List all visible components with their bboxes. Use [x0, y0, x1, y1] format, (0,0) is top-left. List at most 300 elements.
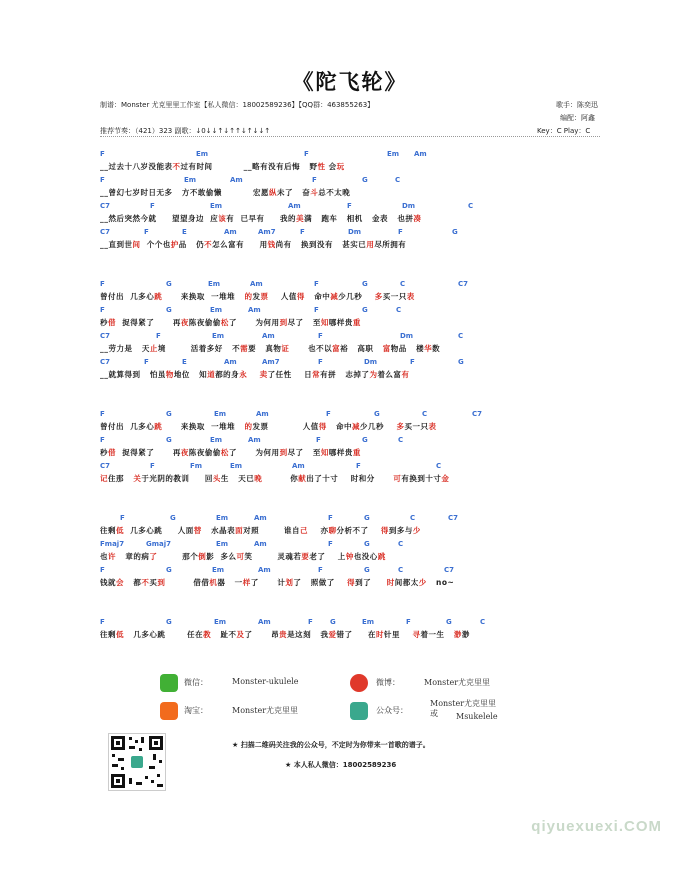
- chord-symbol: Em: [210, 306, 223, 314]
- chord-line: [100, 176, 620, 187]
- official-account-or: 或: [430, 709, 438, 718]
- chord-symbol: Am: [224, 358, 237, 366]
- chord-symbol: Em: [362, 618, 375, 626]
- chord-symbol: F: [326, 410, 331, 418]
- lyric-text: 影 多么: [206, 552, 237, 561]
- lyric-highlight: 己: [300, 526, 309, 535]
- chord-symbol: Em: [210, 436, 223, 444]
- chord-symbol: Fmaj7: [100, 540, 125, 548]
- lyric-highlight: 许: [108, 552, 116, 561]
- lyric-highlight: 渺: [453, 630, 462, 639]
- lyric-text: 总不太晚: [318, 188, 351, 197]
- lyric-text: __然后突然今就 望望身边 应: [100, 214, 219, 223]
- lyric-line: [100, 317, 620, 332]
- lyric-text: 那个: [157, 552, 199, 561]
- arranger-info: 编配：阿鑫: [560, 114, 595, 122]
- lyric-highlight: 道: [207, 370, 216, 379]
- chord-symbol: G: [362, 280, 368, 288]
- lyric-highlight: 多: [374, 292, 383, 301]
- chord-symbol: F: [100, 280, 105, 288]
- lyric-text: 有拼 志掉了: [320, 370, 370, 379]
- lyric-text: 错了 在: [336, 630, 377, 639]
- lyric-highlight: 票: [260, 292, 269, 301]
- official-account-id-1: Monster尤克里里: [430, 699, 497, 708]
- qr-code: [108, 733, 166, 791]
- chord-symbol: G: [166, 436, 172, 444]
- chord-symbol: G: [374, 410, 380, 418]
- wechat-id: Monster-ukulele: [232, 677, 299, 686]
- chord-symbol: C7: [448, 514, 459, 522]
- lyric-text: 过有时间 __: [180, 162, 253, 171]
- lyric-line: [100, 291, 620, 306]
- lyric-text: 曾付出 几多心: [100, 422, 155, 431]
- chord-symbol: C: [480, 618, 486, 626]
- chord-symbol: Gmaj7: [146, 540, 172, 548]
- lyric-text: 分析不了: [336, 526, 381, 535]
- verse-gap: [100, 488, 620, 514]
- chord-symbol: F: [120, 514, 125, 522]
- lyric-highlight: 得: [296, 292, 305, 301]
- chord-symbol: Am: [288, 202, 301, 210]
- lyric-line: [100, 473, 620, 488]
- taobao-icon: [160, 702, 178, 720]
- lyric-text: 地位 知: [173, 370, 208, 379]
- lyric-highlight: 钟: [345, 552, 354, 561]
- lyric-line: [100, 187, 620, 202]
- chord-symbol: Am: [250, 280, 263, 288]
- lyric-highlight: 了: [149, 552, 158, 561]
- lyric-text: 要 真物: [248, 344, 282, 353]
- chord-symbol: C: [422, 410, 428, 418]
- chord-symbol: F: [100, 410, 105, 418]
- lyric-line: [100, 369, 620, 384]
- lyric-highlight: 教: [203, 630, 212, 639]
- lyric-highlight: 到: [279, 318, 288, 327]
- lyric-text: 于光阴的教训 回: [141, 474, 213, 483]
- lyric-highlight: 得: [380, 526, 389, 535]
- chord-symbol: F: [318, 566, 323, 574]
- lyric-highlight: 借: [108, 318, 116, 327]
- lyric-text: 品 仍: [178, 240, 205, 249]
- chord-symbol: Em: [208, 280, 221, 288]
- lyric-highlight: 献: [298, 474, 307, 483]
- chord-symbol: G: [166, 306, 172, 314]
- lyric-text: 也: [100, 552, 108, 561]
- chord-symbol: C: [398, 540, 404, 548]
- lyric-highlight: 借: [108, 448, 116, 457]
- lyric-highlight: 表: [406, 292, 415, 301]
- chord-symbol: Dm: [348, 228, 362, 236]
- lyric-text: __曾幻七岁时日无多 方不敢偷懒 宏愿: [100, 188, 269, 197]
- lyric-text: 个个也: [140, 240, 171, 249]
- lyric-highlight: 减: [352, 422, 361, 431]
- chord-symbol: F: [318, 332, 323, 340]
- lyric-text: 了 昂: [244, 630, 280, 639]
- chord-symbol: E: [182, 228, 187, 236]
- lyric-text: 尽了 至: [287, 318, 321, 327]
- lyric-highlight: 低: [116, 630, 124, 639]
- chord-symbol: C7: [472, 410, 483, 418]
- lyric-text: 略有没有后悔 野: [252, 162, 318, 171]
- lyric-highlight: 记: [100, 474, 108, 483]
- chord-symbol: Am: [230, 176, 243, 184]
- verse-gap: [100, 254, 620, 280]
- lyric-text: 针里: [384, 630, 413, 639]
- lyric-highlight: 跳: [154, 422, 163, 431]
- chord-symbol: C: [436, 462, 442, 470]
- lyric-text: 陈夜偷偷: [188, 448, 221, 457]
- song-title: 《陀飞轮》: [292, 69, 408, 94]
- lyric-highlight: 松: [220, 448, 229, 457]
- lyric-text: 陈夜偷偷: [188, 318, 221, 327]
- chord-symbol: Am: [248, 436, 261, 444]
- lyric-text: 住那: [108, 474, 134, 483]
- producer-info: 制谱：Monster 尤克里里工作室【私人微信：18002589236】【QQ群：463855263】: [100, 101, 375, 109]
- chord-symbol: Dm: [400, 332, 414, 340]
- lyric-text: 人值: [268, 292, 297, 301]
- chord-symbol: Am: [414, 150, 427, 158]
- chord-symbol: F: [156, 332, 161, 340]
- chord-symbol: Em: [184, 176, 197, 184]
- chord-symbol: C: [400, 280, 406, 288]
- lyric-highlight: 富: [332, 344, 341, 353]
- lyric-highlight: 重: [352, 448, 361, 457]
- lyric-highlight: 可: [393, 474, 402, 483]
- chord-symbol: F: [144, 228, 149, 236]
- lyric-text: 有 已早有 我的: [226, 214, 297, 223]
- official-account-label: 公众号：: [376, 706, 408, 715]
- lyric-highlight: 有: [401, 370, 410, 379]
- lyric-highlight: 物: [165, 370, 174, 379]
- lyric-highlight: 不: [172, 162, 181, 171]
- taobao-label: 淘宝：: [184, 706, 208, 715]
- lyric-text: 发: [252, 292, 261, 301]
- lyric-line: [100, 343, 620, 358]
- lyric-text: 章的病: [116, 552, 150, 561]
- chord-line: [100, 280, 620, 291]
- chord-symbol: C7: [100, 332, 111, 340]
- chord-symbol: G: [364, 514, 370, 522]
- lyric-text: 生 天已: [220, 474, 255, 483]
- lyric-text: 未了 奋: [276, 188, 311, 197]
- lyric-highlight: 为: [369, 370, 378, 379]
- chord-symbol: F: [314, 280, 319, 288]
- wechat-note: ★ 本人私人微信：18002589236: [285, 761, 397, 769]
- lyric-highlight: 机: [209, 578, 218, 587]
- chord-symbol: F: [100, 618, 105, 626]
- lyric-highlight: 会: [116, 578, 124, 587]
- lyric-highlight: 贵: [279, 630, 288, 639]
- lyric-highlight: 寻: [412, 630, 421, 639]
- chord-symbol: F: [356, 462, 361, 470]
- chord-symbol: G: [364, 540, 370, 548]
- chord-sheet: [100, 150, 620, 644]
- chord-symbol: Em: [210, 202, 223, 210]
- chord-symbol: C: [398, 436, 404, 444]
- chord-line: [100, 462, 620, 473]
- singer-info: 歌手：陈奕迅: [556, 101, 598, 109]
- lyric-text: 也不以: [289, 344, 333, 353]
- rhythm-info: 推荐节奏：（421）323 副歌：↓0↓↓↑↓↑↑↓↑↓↓↑: [100, 127, 271, 135]
- lyric-text: 发票 人值: [252, 422, 319, 431]
- chord-symbol: G: [330, 618, 336, 626]
- lyric-text: 到了: [355, 578, 387, 587]
- lyric-highlight: 关: [133, 474, 142, 483]
- lyric-highlight: 玩: [336, 162, 345, 171]
- chord-symbol: F: [316, 436, 321, 444]
- chord-symbol: C7: [444, 566, 455, 574]
- chord-symbol: F: [100, 306, 105, 314]
- chord-symbol: F: [308, 618, 313, 626]
- lyric-highlight: 不: [204, 240, 213, 249]
- lyric-highlight: 及: [236, 630, 245, 639]
- lyric-text: 命中: [326, 422, 353, 431]
- lyric-highlight: 要: [301, 552, 310, 561]
- chord-line: [100, 514, 620, 525]
- chord-symbol: F: [100, 566, 105, 574]
- lyric-text: 都的身: [215, 370, 240, 379]
- chord-symbol: G: [452, 228, 458, 236]
- lyric-line: [100, 421, 620, 436]
- chord-symbol: F: [406, 618, 411, 626]
- lyric-highlight: 重: [352, 318, 361, 327]
- chord-symbol: C: [458, 332, 464, 340]
- chord-symbol: F: [100, 150, 105, 158]
- lyric-text: 几多心跳 人面: [124, 526, 194, 535]
- lyric-text: 你: [262, 474, 299, 483]
- chord-symbol: Dm: [364, 358, 378, 366]
- lyric-text: 捉得紧了 再: [116, 318, 181, 327]
- chord-line: [100, 202, 620, 213]
- chord-symbol: Am7: [258, 228, 276, 236]
- chord-symbol: Dm: [402, 202, 416, 210]
- chord-symbol: C: [398, 566, 404, 574]
- lyric-highlight: 纵: [268, 188, 277, 197]
- lyric-text: 物品 楼: [390, 344, 425, 353]
- chord-symbol: Am: [258, 566, 271, 574]
- chord-symbol: G: [170, 514, 176, 522]
- chord-line: [100, 228, 620, 239]
- chord-symbol: Em: [216, 514, 229, 522]
- chord-symbol: Em: [212, 332, 225, 340]
- lyric-text: 数: [432, 344, 441, 353]
- lyric-highlight: 倒: [198, 552, 207, 561]
- chord-line: [100, 332, 620, 343]
- lyric-text: no~: [426, 578, 455, 587]
- lyric-highlight: 的: [244, 422, 253, 431]
- lyric-text: 尚有 换到没有 甚实已: [275, 240, 367, 249]
- site-watermark: qiyuexuexi.COM: [531, 818, 662, 835]
- lyric-text: 尽所拥有: [374, 240, 407, 249]
- lyric-text: 有换到十寸: [401, 474, 442, 483]
- weibo-label: 微博：: [376, 678, 400, 687]
- lyric-text: 了 为何用: [228, 448, 280, 457]
- lyric-highlight: 低: [116, 526, 124, 535]
- chord-line: [100, 618, 620, 629]
- lyric-text: 买一只: [382, 292, 407, 301]
- lyric-text: 到多与: [388, 526, 413, 535]
- lyric-text: 也没心: [353, 552, 378, 561]
- lyric-text: 笑 灵魂若: [244, 552, 302, 561]
- lyric-highlight: 永: [239, 370, 248, 379]
- chord-symbol: G: [362, 176, 368, 184]
- lyric-line: [100, 629, 620, 644]
- lyric-highlight: 得: [318, 422, 327, 431]
- lyric-text: 是这刻 我: [287, 630, 329, 639]
- official-account-id-2: Msukelele: [456, 712, 498, 721]
- chord-symbol: C: [396, 306, 402, 314]
- chord-symbol: Am: [262, 332, 275, 340]
- lyric-text: 间都太: [394, 578, 419, 587]
- lyric-text: 几多心跳 任在: [124, 630, 204, 639]
- lyric-text: 趾不: [211, 630, 237, 639]
- key-info: Key：C Play：C: [537, 127, 591, 135]
- chord-symbol: C7: [100, 462, 111, 470]
- lyric-text: 往剩: [100, 630, 116, 639]
- lyric-highlight: 晚: [254, 474, 263, 483]
- lyric-line: [100, 447, 620, 462]
- lyric-highlight: 到: [157, 578, 166, 587]
- chord-symbol: G: [166, 410, 172, 418]
- chord-symbol: C: [395, 176, 401, 184]
- chord-symbol: F: [100, 436, 105, 444]
- lyric-text: 往剩: [100, 526, 116, 535]
- chord-symbol: Em: [216, 540, 229, 548]
- chord-symbol: Em: [212, 566, 225, 574]
- lyric-highlight: 可: [236, 552, 245, 561]
- lyric-highlight: 华: [424, 344, 433, 353]
- chord-symbol: Am7: [262, 358, 280, 366]
- chord-symbol: Em: [196, 150, 209, 158]
- chord-symbol: F: [144, 358, 149, 366]
- chord-symbol: F: [398, 228, 403, 236]
- lyric-highlight: 不: [141, 578, 150, 587]
- lyric-highlight: 少: [418, 578, 427, 587]
- lyric-text: 都: [124, 578, 142, 587]
- chord-symbol: Em: [230, 462, 243, 470]
- lyric-line: [100, 161, 620, 176]
- chord-symbol: G: [458, 358, 464, 366]
- lyric-text: 命中: [304, 292, 331, 301]
- lyric-highlight: 样: [242, 578, 251, 587]
- lyric-highlight: 多: [396, 422, 405, 431]
- lyric-text: 哪样贵: [328, 318, 353, 327]
- lyric-highlight: 夜: [180, 318, 189, 327]
- chord-symbol: C: [410, 514, 416, 522]
- lyric-text: 曾付出 几多心: [100, 292, 155, 301]
- lyric-highlight: 跳: [377, 552, 386, 561]
- official-account-icon: [350, 702, 368, 720]
- lyric-highlight: 到: [279, 448, 288, 457]
- lyric-text: 了 为何用: [228, 318, 280, 327]
- chord-symbol: G: [446, 618, 452, 626]
- chord-symbol: Am: [254, 540, 267, 548]
- lyric-highlight: 的: [244, 292, 253, 301]
- wechat-icon: [160, 674, 178, 692]
- lyric-highlight: 跳: [154, 292, 163, 301]
- chord-symbol: F: [300, 228, 305, 236]
- chord-symbol: F: [314, 306, 319, 314]
- chord-line: [100, 566, 620, 577]
- lyric-text: __劳力是 天: [100, 344, 150, 353]
- lyric-highlight: 少: [412, 526, 421, 535]
- chord-symbol: G: [362, 436, 368, 444]
- chord-line: [100, 436, 620, 447]
- chord-symbol: C7: [100, 358, 111, 366]
- chord-symbol: E: [182, 358, 187, 366]
- lyric-highlight: 头: [212, 474, 221, 483]
- chord-line: [100, 540, 620, 551]
- chord-symbol: Am: [256, 410, 269, 418]
- taobao-id: Monster尤克里里: [232, 706, 299, 715]
- lyric-highlight: 替: [193, 526, 202, 535]
- chord-symbol: F: [328, 540, 333, 548]
- lyric-text: 了 照做了: [293, 578, 348, 587]
- lyric-highlight: 面: [235, 526, 244, 535]
- lyric-highlight: 时: [376, 630, 385, 639]
- lyric-text: __就算得到 怕虽: [100, 370, 166, 379]
- chord-symbol: Fm: [190, 462, 203, 470]
- lyric-text: 水晶表: [201, 526, 236, 535]
- chord-symbol: G: [166, 618, 172, 626]
- contact-panel: [140, 668, 560, 734]
- lyric-highlight: 富: [382, 344, 391, 353]
- lyric-highlight: 止: [149, 344, 158, 353]
- chord-symbol: F: [150, 202, 155, 210]
- lyric-text: 了任性 日: [267, 370, 313, 379]
- lyric-highlight: 钱: [267, 240, 276, 249]
- lyric-text: 老了 上: [309, 552, 346, 561]
- chord-symbol: F: [347, 202, 352, 210]
- chord-symbol: C: [468, 202, 474, 210]
- lyric-text: 少几秒: [338, 292, 375, 301]
- lyric-text: 渺: [461, 630, 470, 639]
- chord-symbol: F: [312, 176, 317, 184]
- chord-symbol: G: [364, 566, 370, 574]
- chord-symbol: F: [150, 462, 155, 470]
- lyric-highlight: 知: [320, 448, 329, 457]
- chord-symbol: Em: [214, 410, 227, 418]
- lyric-highlight: 斗: [310, 188, 319, 197]
- lyric-text: __过去十八岁没能表: [100, 162, 173, 171]
- lyric-line: [100, 213, 620, 228]
- lyric-line: [100, 551, 620, 566]
- lyric-text: 少几秒: [360, 422, 397, 431]
- chord-symbol: Am: [258, 618, 271, 626]
- lyric-highlight: 需: [240, 344, 249, 353]
- lyric-text: 了 计: [250, 578, 286, 587]
- chord-symbol: C7: [458, 280, 469, 288]
- lyric-text: 尽了 至: [287, 448, 321, 457]
- scan-note: ★ 扫描二维码关注我的公众号，不定时为你带来一首歌的谱子。: [232, 741, 430, 749]
- lyric-text: 满 跑车 相机 金表 也拼: [304, 214, 414, 223]
- chord-symbol: G: [166, 280, 172, 288]
- chord-symbol: F: [328, 514, 333, 522]
- lyric-highlight: 划: [285, 578, 294, 587]
- verse-gap: [100, 384, 620, 410]
- lyric-text: 捉得紧了 再: [116, 448, 181, 457]
- lyric-highlight: 性: [317, 162, 326, 171]
- lyric-text: 器 一: [217, 578, 243, 587]
- lyric-highlight: 常: [312, 370, 321, 379]
- lyric-text: 买一只: [404, 422, 429, 431]
- lyric-highlight: 减: [330, 292, 339, 301]
- lyric-highlight: 金: [441, 474, 450, 483]
- lyric-text: 哪样贵: [328, 448, 353, 457]
- lyric-highlight: 聊: [328, 526, 337, 535]
- chord-symbol: G: [362, 306, 368, 314]
- weibo-id: Monster尤克里里: [424, 678, 491, 687]
